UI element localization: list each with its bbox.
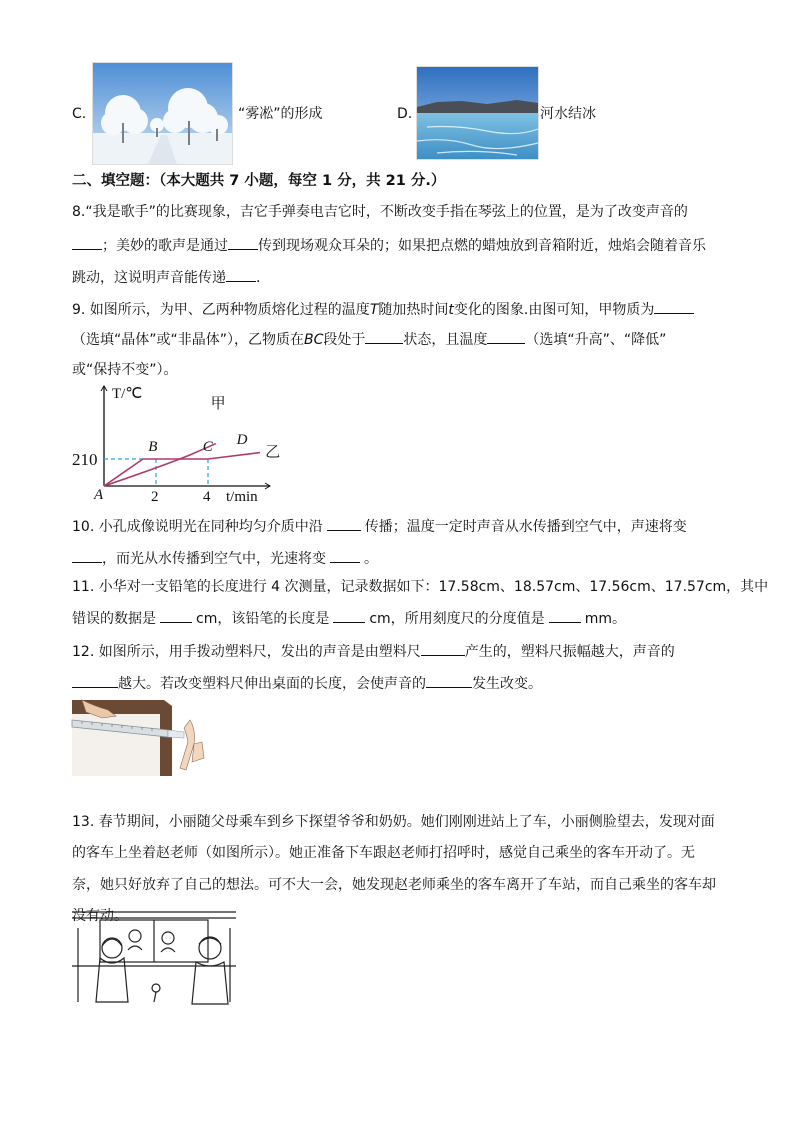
answer-blank[interactable] [654,298,694,314]
option-d-caption: 河水结冰 [540,106,596,122]
section-heading: 二、填空题：（本大题共 7 小题，每空 1 分，共 21 分.） [72,173,446,189]
series-yi-label: 乙 [265,444,281,461]
q13-line4: 没有动。 [72,908,128,924]
q9-line1: 9. 如图所示，为甲、乙两种物质熔化过程的温度T随加热时间t变化的图象.由图可知，甲物质为 [72,298,694,320]
answer-blank[interactable] [421,640,465,656]
q8-line3: 跳动，这说明声音能传递 . [72,266,260,288]
q10-line1: 10. 小孔成像说明光在同种均匀介质中沿 传播；温度一定时声音从水传播到空气中，声速将变 [72,515,687,537]
answer-blank[interactable] [228,234,258,250]
x-tick-label: 2 [151,489,159,505]
rime-frost-image [92,62,233,165]
point-label-b: B [148,439,158,455]
q12-line1: 12. 如图所示，用手拨动塑料尺，发出的声音是由塑料尺 产生的，塑料尺振幅越大，声音的 [72,640,675,662]
answer-blank[interactable] [327,515,361,531]
x-axis-label: t/min [226,489,258,505]
series-jia-label: 甲 [210,396,226,412]
option-c-caption: “雾凇”的形成 [238,106,323,122]
answer-blank[interactable] [426,672,472,688]
q11-line2: 错误的数据是 cm，该铅笔的长度是 cm，所用刻度尺的分度值是 mm。 [72,607,626,629]
answer-blank[interactable] [549,607,581,623]
answer-blank[interactable] [333,607,365,623]
point-label-a: A [94,487,104,503]
answer-blank[interactable] [72,672,118,688]
q10-line2: ，而光从水传播到空气中，光速将变 。 [72,547,378,569]
ruler-table-image [72,700,212,776]
series-jia-line [104,444,216,486]
answer-blank[interactable] [330,547,360,563]
frozen-river-image [416,66,539,160]
x-tick-label: 4 [203,489,211,505]
point-label-d: D [236,431,248,448]
q12-line2: 越大。若改变塑料尺伸出桌面的长度，会使声音的 发生改变。 [72,672,542,694]
q8-line2: ；美妙的歌声是通过 传到现场观众耳朵的；如果把点燃的蜡烛放到音箱附近，烛焰会随着音乐 [72,234,706,256]
point-label-c: C [202,439,213,455]
q13-line2: 的客车上坐着赵老师（如图所示）。她正准备下车跟赵老师打招呼时，感觉自己乘坐的客车开动了。无 [72,845,695,861]
y-tick-label: 210 [72,450,98,469]
melting-graph [70,380,281,505]
answer-blank[interactable] [72,234,102,250]
answer-blank[interactable] [487,328,525,344]
q13-line1: 13. 春节期间，小丽随父母乘车到乡下探望爷爷和奶奶。她们刚刚进站上了车，小丽侧脸望去，发现对面 [72,814,715,830]
y-axis-label: T/℃ [112,386,143,402]
answer-blank[interactable] [72,547,102,563]
answer-blank[interactable] [226,266,256,282]
option-d-letter: D. [397,106,413,122]
q8-line1: 8.“我是歌手”的比赛现象，吉它手弹奏电吉它时，不断改变手指在琴弦上的位置，是为了改变声音的 [72,204,688,220]
bus-scene-image [72,906,236,1008]
answer-blank[interactable] [160,607,192,623]
q13-line3: 奈，她只好放弃了自己的想法。可不大一会，她发现赵老师乘坐的客车离开了车站，而自己乘坐的客车却 [72,877,716,893]
q9-line3: 或“保持不变”）。 [72,362,178,378]
q11-line1: 11. 小华对一支铅笔的长度进行 4 次测量，记录数据如下：17.58cm、18.57cm、17.56cm、17.57cm，其中 [72,579,769,595]
answer-blank[interactable] [365,328,403,344]
q9-line2: （选填“晶体”或“非晶体”），乙物质在BC段处于 状态，且温度 （选填“升高”、“降低” [72,328,666,350]
option-c-letter: C. [72,106,87,122]
